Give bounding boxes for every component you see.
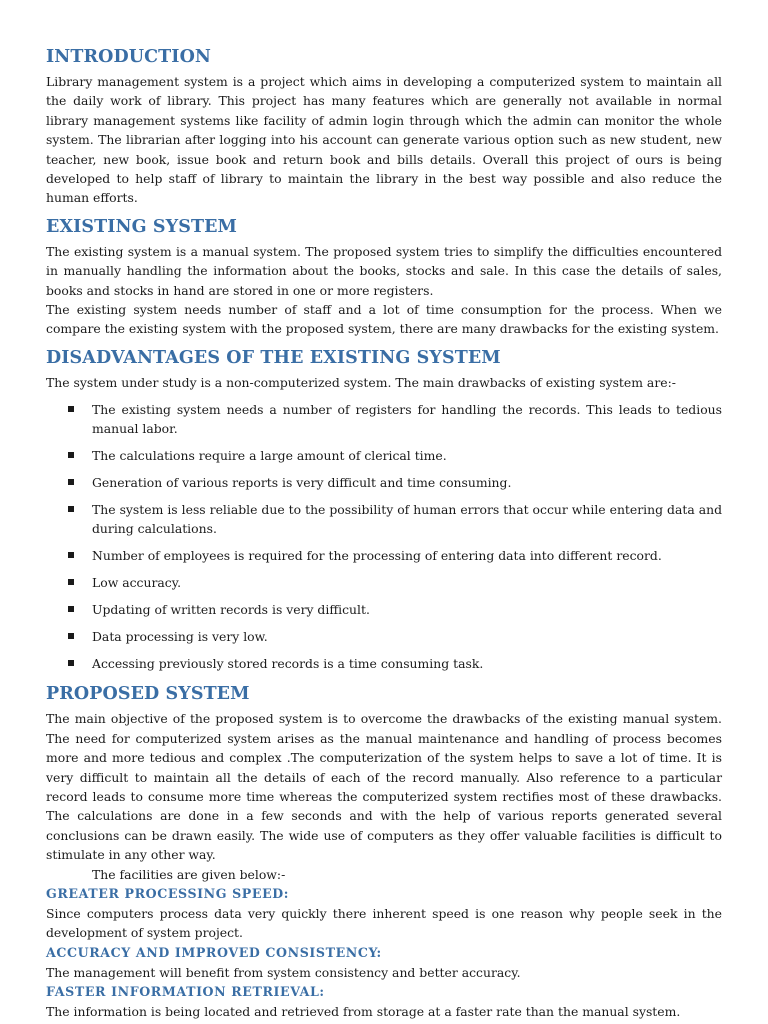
processing-speed-heading: GREATER PROCESSING SPEED: [46,885,290,901]
retrieval-heading: FASTER INFORMATION RETRIEVAL: [46,984,325,1000]
existing-system-paragraph-2: The existing system needs number of staff and a lot of time consumption for the process. When we compare the existing system with the proposed system, there are many drawbacks for the existing system. [46,302,722,337]
list-item: Generation of various reports is very difficult and time consuming. [46,473,722,492]
proposed-system-paragraph: The main objective of the proposed system is to overcome the drawbacks of the existing manual system. The need for computerized system arises as the manual maintenance and handling of process becomes more and more tedious and complex .The computerization of the system helps to save a lot of time. It is very difficult to maintain all the details of each of the record manually. Also reference to a particular record leads to consume more time whereas the computerized system rectifies most of these drawbacks. The calculations are done in a few seconds and with the help of various reports generated several conclusions can be drawn easily. The wide use of computers as they offer valuable facilities is difficult to stimulate in any other way. [46,711,722,863]
bullet-icon [68,479,74,485]
disadvantages-heading: DISADVANTAGES OF THE EXISTING SYSTEM [46,347,501,368]
introduction-heading: INTRODUCTION [46,47,212,67]
bullet-icon [68,633,74,639]
disadvantages-intro: The system under study is a non-computerized system. The main drawbacks of existing system are:- [46,374,676,390]
bullet-icon [68,606,74,612]
list-item: The system is less reliable due to the possibility of human errors that occur while entering data and during calculations. [46,500,722,538]
processing-speed-paragraph: Since computers process data very quickly there inherent speed is one reason why people seek in the development of system project. [46,905,722,941]
bullet-icon [68,406,74,412]
introduction-paragraph: Library management system is a project which aims in developing a computerized system to maintain all the daily work of library. This project has many features which are generally not available in normal library management systems like facility of admin login through which the admin can monitor the whole system. The librarian after logging into his account can generate various option such as new student, new teacher, new book, issue book and return book and bills details. Overall this project of ours is being developed to help staff of library to maintain the library in the best way possible and also reduce the human efforts. [46,74,722,206]
bullet-icon [68,579,74,585]
list-item: Low accuracy. [46,573,722,592]
facilities-intro: The facilities are given below:- [92,866,286,882]
disadvantages-list [46,400,722,673]
accuracy-heading: ACCURACY AND IMPROVED CONSISTENCY: [46,944,382,960]
proposed-system-heading: PROPOSED SYSTEM [46,684,250,705]
bullet-icon [68,552,74,558]
list-item: The calculations require a large amount of clerical time. [46,446,722,465]
list-item: Updating of written records is very difficult. [46,600,722,619]
bullet-icon [68,660,74,666]
existing-system-heading: EXISTING SYSTEM [46,216,237,237]
accuracy-paragraph: The management will benefit from system consistency and better accuracy. [46,964,521,980]
existing-system-paragraph-1: The existing system is a manual system. The proposed system tries to simplify the difficulties encountered in manually handling the information about the books, stocks and sale. In this case the details of sales, books and stocks in hand are stored in one or more registers. [46,243,722,298]
list-item: Accessing previously stored records is a time consuming task. [46,654,722,673]
bullet-icon [68,506,74,512]
list-item: Data processing is very low. [46,627,722,646]
retrieval-paragraph: The information is being located and retrieved from storage at a faster rate than the manual system. [46,1004,681,1020]
list-item: The existing system needs a number of registers for handling the records. This leads to tedious manual labor. [46,400,722,438]
list-item: Number of employees is required for the processing of entering data into different record. [46,546,722,565]
bullet-icon [68,452,74,458]
